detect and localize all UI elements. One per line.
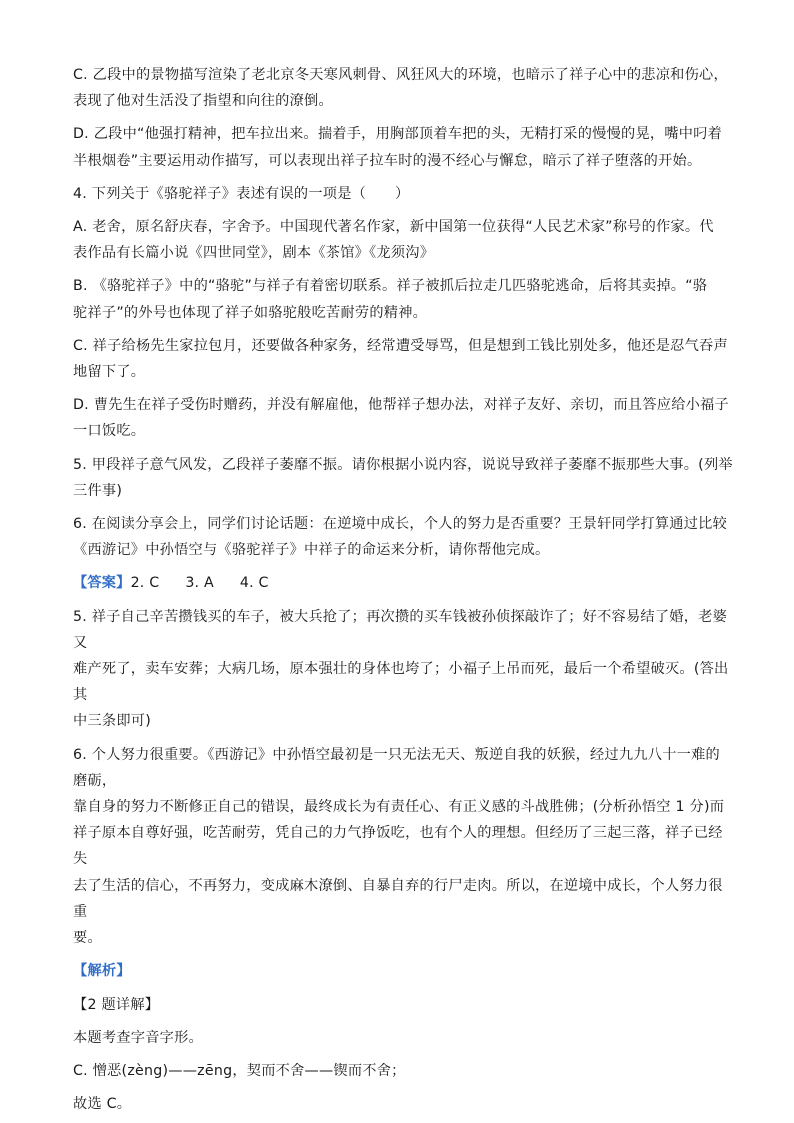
q4-option-a-line-1: A. 老舍，原名舒庆春，字舍予。中国现代著名作家，新中国第一位获得“人民艺术家”称号的作家。代 (73, 219, 714, 236)
q4-option-a-line-2: 表作品有长篇小说《四世同堂》，剧本《茶馆》《龙须沟》 (73, 245, 435, 262)
analysis-tag: 【解析】 (73, 963, 131, 980)
answer-6-line-2: 靠自身的努力不断修正自己的错误，最终成长为有责任心、有正义感的斗战胜佛；(分析孙悟空 1 分)而 (73, 799, 725, 816)
option-c-line-2: 表现了他对生活没了指望和向往的潦倒。 (73, 93, 333, 110)
answer-5-line-3: 中三条即可) (73, 713, 151, 730)
answer-4: 4. C (239, 575, 269, 592)
option-d-line-2: 半根烟卷”主要运用动作描写，可以表现出祥子拉车时的漫不经心与懈怠，暗示了祥子堕落的开始。 (73, 152, 702, 169)
detail-2-text: 本题考查字音字形。 (73, 1029, 203, 1046)
answer-6-line-5: 要。 (73, 930, 102, 947)
q4-option-c-line-1: C. 祥子给杨先生家拉包月，还要做各种家务，经常遭受辱骂，但是想到工钱比别处多，他还是忍气吞声 (73, 337, 728, 354)
answer-6-line-1: 6. 个人努力很重要。《西游记》中孙悟空最初是一只无法无天、叛逆自我的妖猴，经过九九八十一难的磨砺， (73, 746, 720, 789)
option-c-line-1: C. 乙段中的景物描写渲染了老北京冬天寒风刺骨、风狂风大的环境，也暗示了祥子心中的悲凉和伤心， (73, 67, 728, 83)
q4-option-b-line-1: B. 《骆驼祥子》中的“骆驼”与祥子有着密切联系。祥子被抓后拉走几匹骆驼逃命，后将其卖掉。“骆 (73, 278, 708, 295)
question-5-line-1: 5. 甲段祥子意气风发，乙段祥子萎靡不振。请你根据小说内容，说说导致祥子萎靡不振那些大事。(列举 (73, 456, 733, 473)
answer-6-line-4: 去了生活的信心，不再努力，变成麻木潦倒、自暴自弃的行尸走肉。所以，在逆境中成长，个人努力很重 (73, 877, 723, 920)
question-6-line-1: 6. 在阅读分享会上，同学们讨论话题：在逆境中成长，个人的努力是否重要？王景轩同学打算通过比较 (73, 516, 728, 533)
q4-option-c-line-2: 地留下了。 (73, 364, 146, 381)
answer-6-line-3: 祥子原本自尊好强，吃苦耐劳，凭自己的力气挣饭吃，也有个人的理想。但经历了三起三落，祥子已经失 (73, 825, 723, 868)
q4-option-d-line-1: D. 曹先生在祥子受伤时赠药，并没有解雇他，他帮祥子想办法，对祥子友好、亲切，而且答应给小福子 (73, 397, 729, 414)
document-body (73, 62, 733, 1117)
answer-line (73, 570, 733, 596)
answer-5-line-2: 难产死了，卖车安葬；大病几场，原本强壮的身体也垮了；小福子上吊而死，最后一个希望破灭。(答出其 (73, 661, 729, 704)
q4-option-b-line-2: 驼祥子”的外号也体现了祥子如骆驼般吃苦耐劳的精神。 (73, 304, 428, 321)
detail-2-conclusion: 故选 C。 (73, 1096, 132, 1113)
question-5-line-2: 三件事) (73, 482, 123, 499)
detail-2-option-c: C. 憎恶(zèng)——zēng，契而不舍——锲而不舍； (73, 1062, 406, 1079)
question-4: 4. 下列关于《骆驼祥子》表述有误的一项是（ ） (73, 185, 410, 202)
q4-option-d-line-2: 一口饭吃。 (73, 423, 146, 440)
answer-2: 2. C (130, 575, 160, 592)
question-6-line-2: 《西游记》中孙悟空与《骆驼祥子》中祥子的命运来分析，请你帮他完成。 (73, 542, 550, 559)
detail-2-heading: 【2 题详解】 (73, 996, 160, 1013)
answer-3: 3. A (185, 575, 214, 592)
answer-5-line-1: 5. 祥子自己辛苦攒钱买的车子，被大兵抢了；再次攒的买车钱被孙侦探敲诈了；好不容易结了婚，老婆又 (73, 608, 728, 651)
option-d-line-1: D. 乙段中“他强打精神，把车拉出来。揣着手，用胸部顶着车把的头，无精打采的慢慢的晃，嘴中叼着 (73, 126, 723, 143)
answer-tag: 【答案】 (73, 575, 131, 592)
